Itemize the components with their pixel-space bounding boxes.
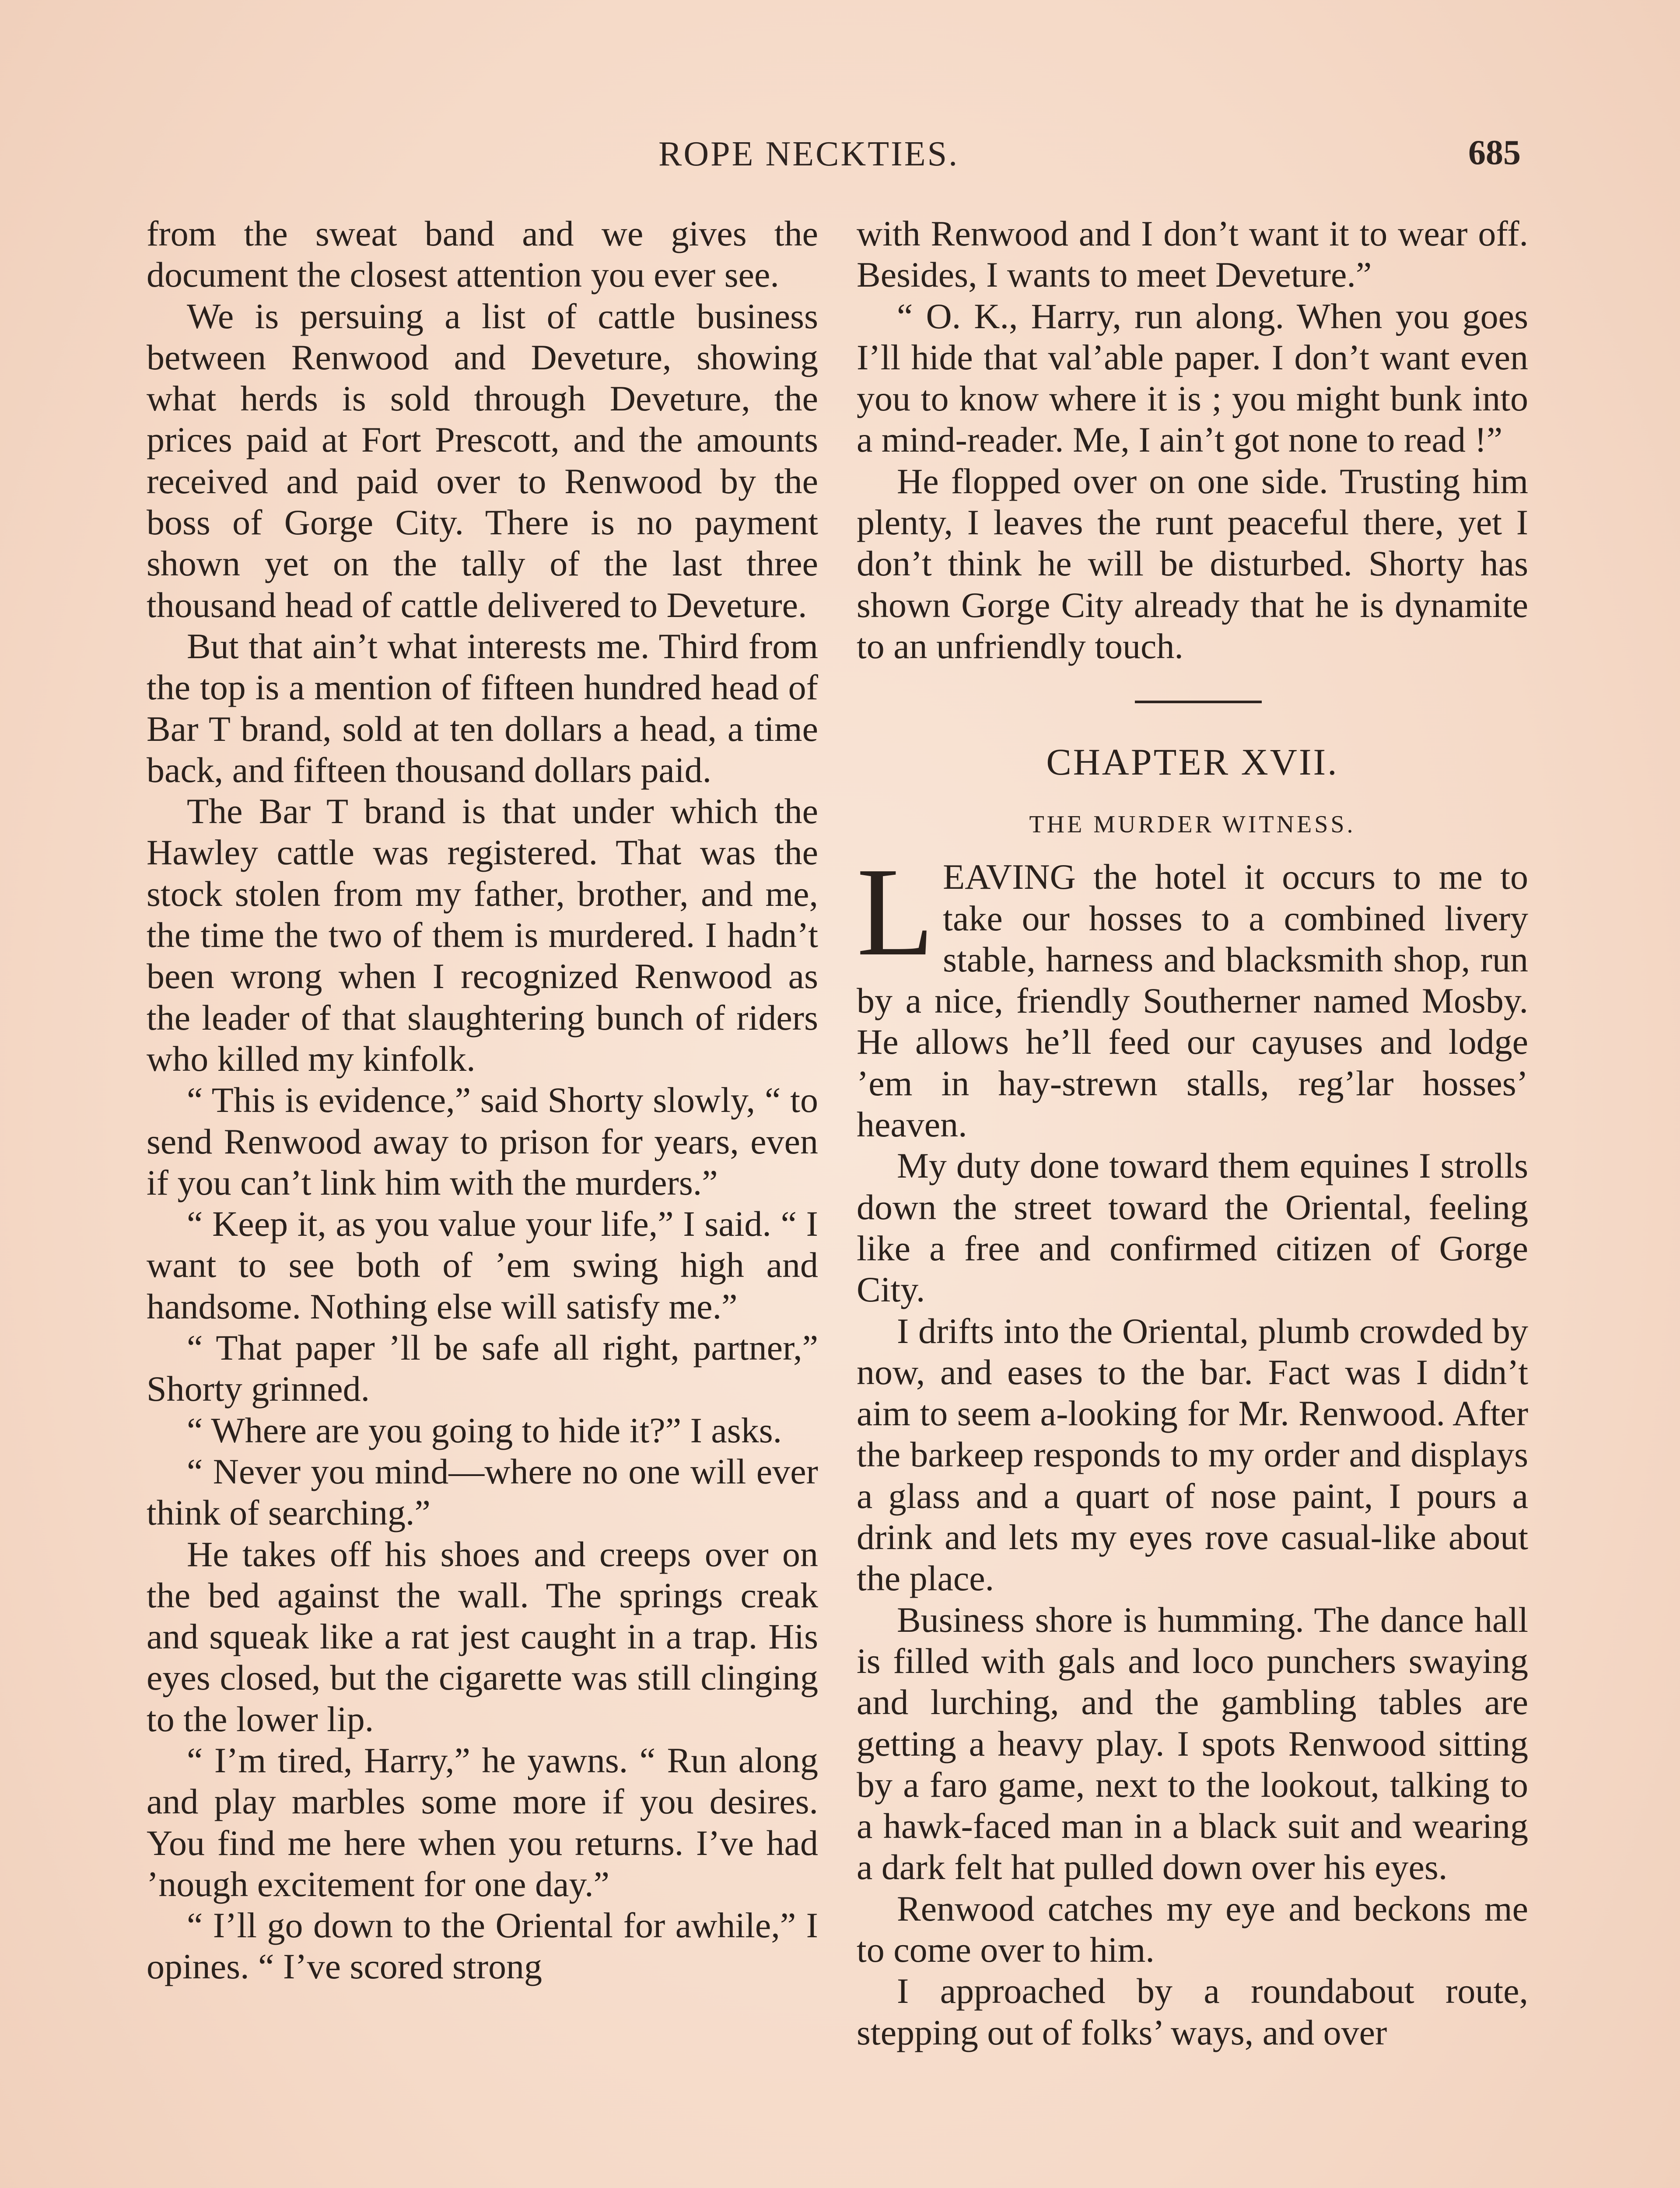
paragraph: with Renwood and I don’t want it to wear off. Besides, I wants to meet Deveture.”	[857, 214, 1528, 295]
paragraph: “ This is evidence,” said Shorty slowly, “ to send Renwood away to prison for years, even if you can’t link him with the murders.”	[147, 1080, 818, 1203]
paragraph: He flopped over on one side. Trusting him plenty, I leaves the runt peaceful there, yet I don’t think he will be disturbed. Shorty has shown Gorge City already that he is dynamite to an unfriendly touch.	[857, 461, 1528, 666]
section-divider	[1135, 701, 1262, 703]
right-column-top-text	[857, 213, 1528, 667]
paragraph: Renwood catches my eye and beckons me to come over to him.	[857, 1888, 1528, 1970]
paragraph: “ Keep it, as you value your life,” I said. “ I want to see both of ’em swing high and handsome. Nothing else will satisfy me.”	[147, 1204, 818, 1326]
running-header-title: ROPE NECKTIES.	[658, 135, 959, 173]
paragraph: from the sweat band and we gives the document the closest attention you ever see.	[147, 214, 818, 295]
paragraph: “ O. K., Harry, run along. When you goes I’ll hide that val’able paper. I don’t want even you to know where it is ; you might bunk into a mind-reader. Me, I ain’t got none to read !”	[857, 296, 1528, 460]
paragraph: I drifts into the Oriental, plumb crowded by now, and eases to the bar. Fact was I didn’t aim to seem a-looking for Mr. Renwood. After the barkeep responds to my order and displays a glass and a quart of nose paint, I pours a drink and lets my eyes rove casual-like about the place.	[857, 1311, 1528, 1599]
page-number: 685	[1468, 133, 1521, 172]
paragraph: “ I’m tired, Harry,” he yawns. “ Run along and play marbles some more if you desires. You find me here when you returns. I’ve had ’nough excitement for one day.”	[147, 1740, 818, 1904]
paragraph: “ Where are you going to hide it?” I asks.	[187, 1410, 782, 1450]
right-column-bottom-text	[857, 1145, 1528, 2053]
paragraph: Business shore is humming. The dance hall is filled with gals and loco punchers swaying and lurching, and the gambling tables are getting a heavy play. I spots Renwood sitting by a faro game, next to the lookout, talking to a hawk-faced man in a black suit and wearing a dark felt hat pulled down over his eyes.	[857, 1599, 1528, 1887]
chapter-heading: CHAPTER XVII.	[1046, 741, 1339, 783]
chapter-subtitle: THE MURDER WITNESS.	[1029, 811, 1356, 838]
paragraph: “ Never you mind—where no one will ever think of searching.”	[147, 1451, 818, 1533]
paragraph: I approached by a roundabout route, stepping out of folks’ ways, and over	[857, 1971, 1528, 2052]
paragraph: The Bar T brand is that under which the Hawley cattle was registered. That was the stock stolen from my father, brother, and me, the time the two of them is murdered. I hadn’t been wrong when I recognized Renwood as the leader of that slaughtering bunch of riders who killed my kinfolk.	[147, 791, 818, 1079]
chapter-first-paragraph	[857, 842, 1528, 1145]
paragraph: “ I’ll go down to the Oriental for awhile,” I opines. “ I’ve scored strong	[147, 1905, 818, 1987]
first-paragraph-text: EAVING the hotel it occurs to me to take our hosses to a combined livery stable, harness and blacksmith shop, run by a nice, friendly Southerner named Mosby. He allows he’ll feed our cayuses and lodge ’em in hay-strewn stalls, reg’lar hosses’ heaven.	[857, 857, 1528, 1145]
drop-cap: L	[857, 842, 934, 982]
paragraph: “ That paper ’ll be safe all right, partner,” Shorty grinned.	[147, 1328, 818, 1409]
paragraph: We is persuing a list of cattle business between Renwood and Deveture, showing what herds is sold through Deveture, the prices paid at Fort Prescott, and the amounts received and paid over to Renwood by the boss of Gorge City. There is no payment shown yet on the tally of the last three thousand head of cattle delivered to Deveture.	[147, 296, 818, 625]
paragraph: My duty done toward them equines I strolls down the street toward the Oriental, feeling like a free and confirmed citizen of Gorge City.	[857, 1146, 1528, 1310]
left-column	[147, 213, 818, 1988]
paragraph: He takes off his shoes and creeps over on the bed against the wall. The springs creak and squeak like a rat jest caught in a trap. His eyes closed, but the cigarette was still clinging to the lower lip.	[147, 1534, 818, 1739]
paragraph: But that ain’t what interests me. Third from the top is a mention of fifteen hundred head of Bar T brand, sold at ten dollars a head, a time back, and fifteen thousand dollars paid.	[147, 626, 818, 790]
right-column	[857, 213, 1528, 2053]
